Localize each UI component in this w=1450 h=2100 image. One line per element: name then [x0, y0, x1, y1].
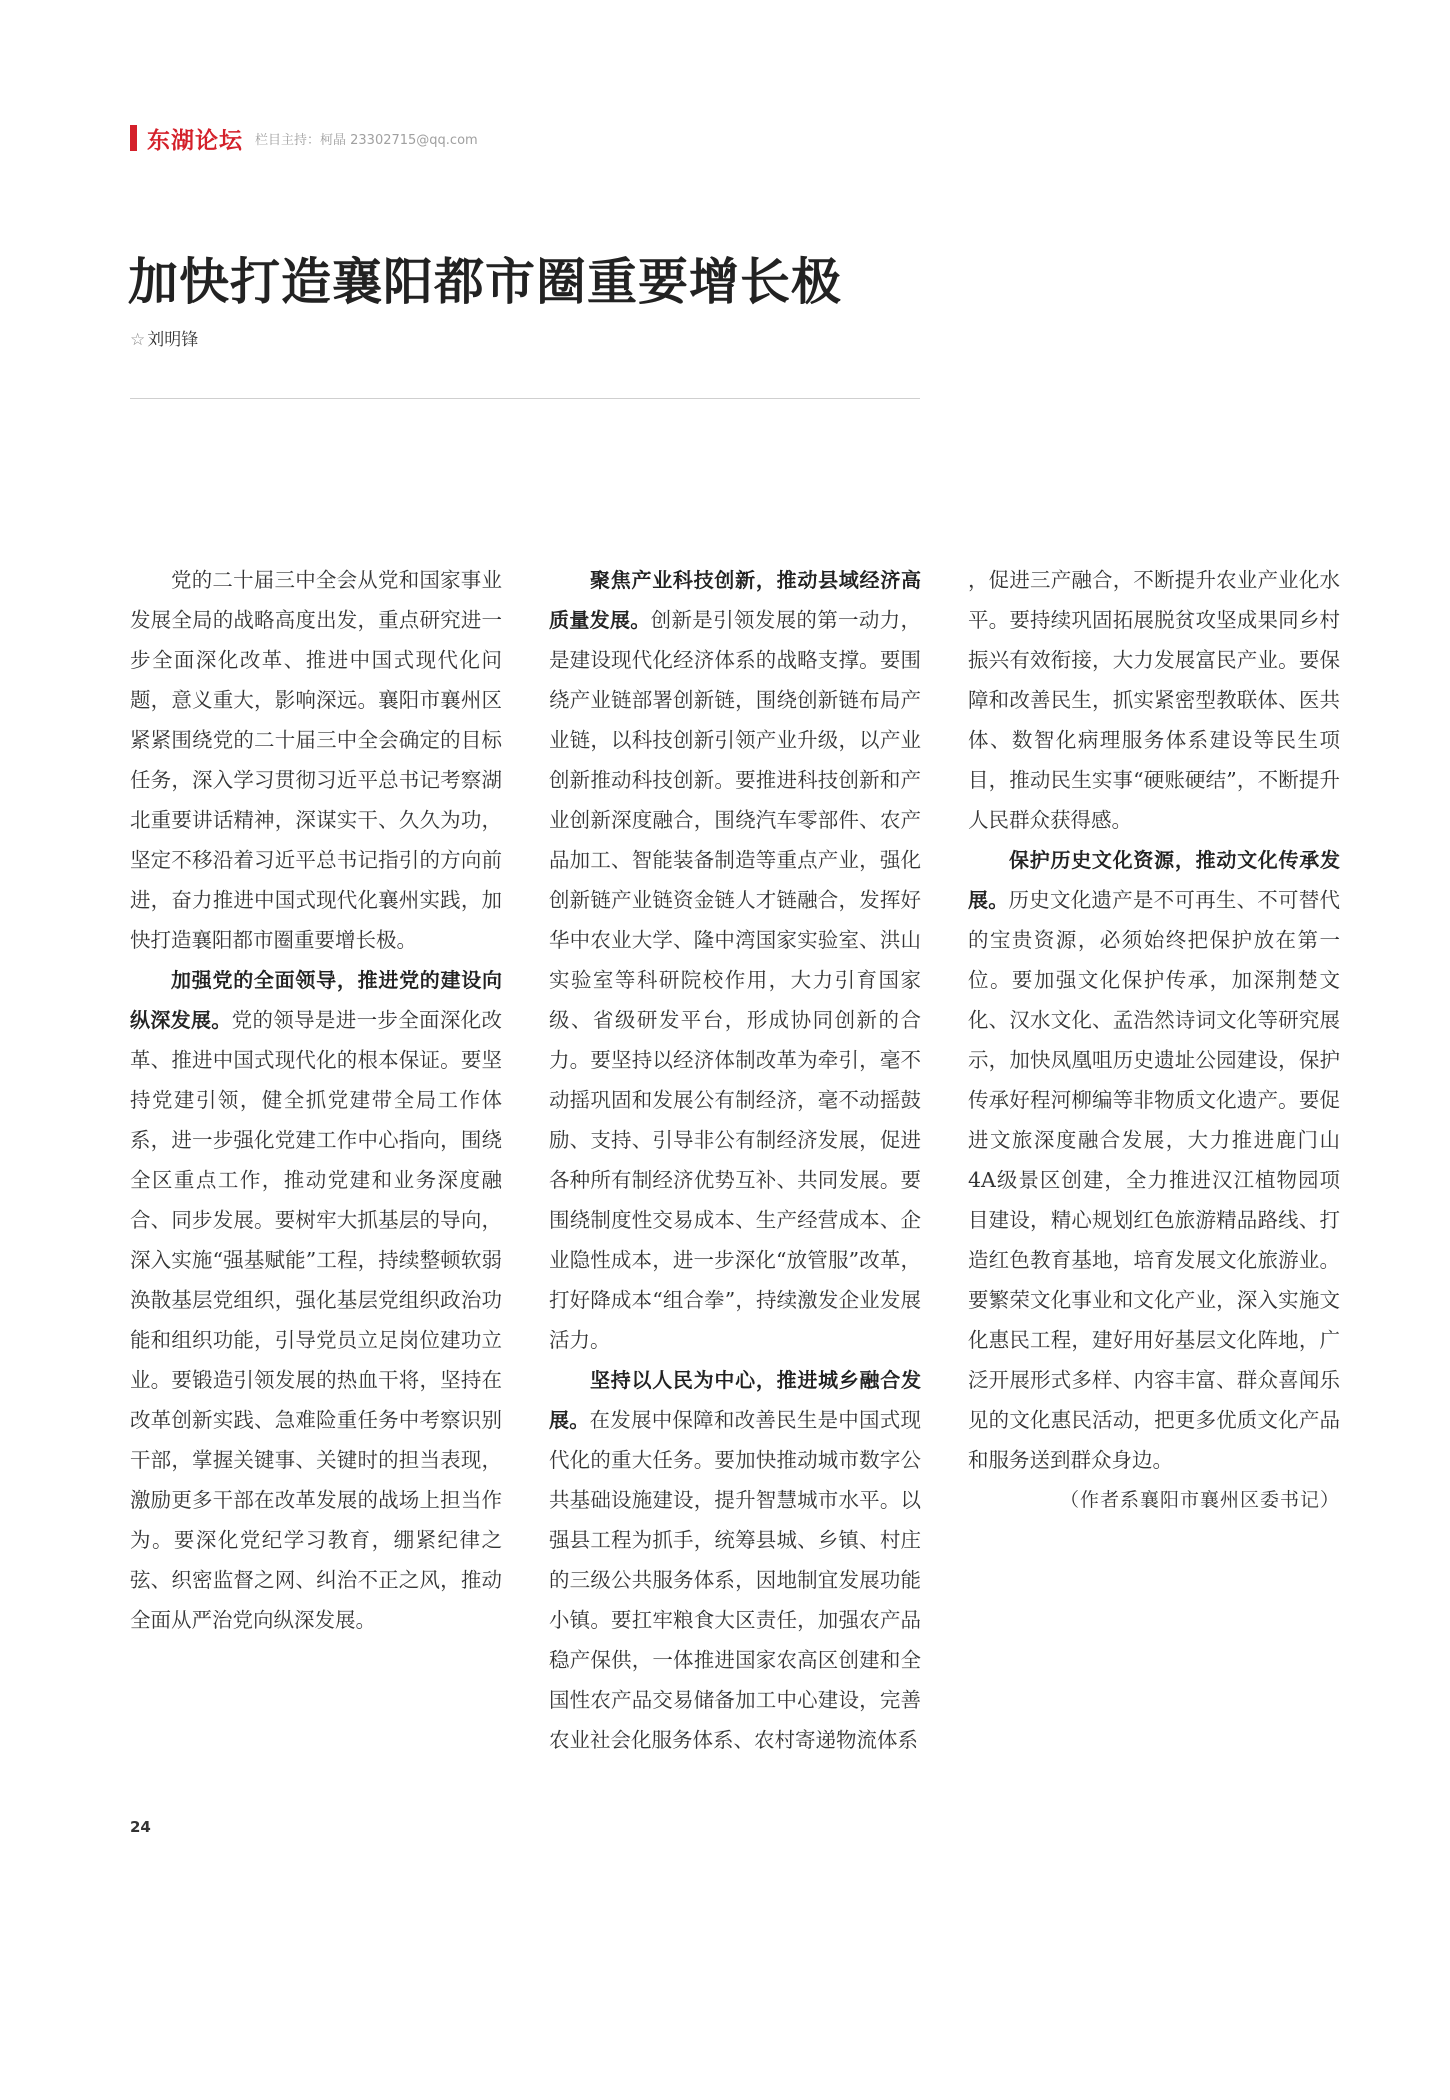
article-byline: [130, 325, 198, 350]
star-icon: ☆: [130, 330, 146, 350]
section-marker-bar: [130, 125, 137, 151]
paragraph-heading: 坚持以人民为中心，推进城乡融合发展。: [549, 1368, 921, 1432]
column-1: [130, 560, 502, 1640]
author-name: 刘明锋: [147, 330, 199, 350]
paragraph-innovation: [549, 560, 921, 1360]
column-host-info: 栏目主持：柯晶 23302715@qq.com: [255, 132, 478, 148]
paragraph-text: 历史文化遗产是不可再生、不可替代的宝贵资源，必须始终把保护放在第一位。要加强文化保护传承，加深荆楚文化、汉水文化、孟浩然诗词文化等研究展示，加快凤凰咀历史遗址公园建设，保护传承好程河柳编等非物质文化遗产。要促进文旅深度融合发展，大力推进鹿门山4A级景区创建，全力推进汉江植物园项目建设，精心规划红色旅游精品路线、打造红色教育基地，培育发展文化旅游业。要繁荣文化事业和文化产业，深入实施文化惠民工程，建好用好基层文化阵地，广泛开展形式多样、内容丰富、群众喜闻乐见的文化惠民活动，把更多优质文化产品和服务送到群众身边。: [968, 888, 1341, 1472]
paragraph-people-centered: [549, 1360, 921, 1760]
article-title: 加快打造襄阳都市圈重要增长极: [128, 253, 842, 311]
paragraph-text: 创新是引领发展的第一动力，是建设现代化经济体系的战略支撑。要围绕产业链部署创新链，围绕创新链布局产业链，以科技创新引领产业升级，以产业创新推动科技创新。要推进科技创新和产业创新深度融合，围绕汽车零部件、农产品加工、智能装备制造等重点产业，强化创新链产业链资金链人才链融合，发挥好华中农业大学、隆中湾国家实验室、洪山实验室等科研院校作用，大力引育国家级、省级研发平台，形成协同创新的合力。要坚持以经济体制改革为牵引，毫不动摇巩固和发展公有制经济，毫不动摇鼓励、支持、引导非公有制经济发展，促进各种所有制经济优势互补、共同发展。要围绕制度性交易成本、生产经营成本、企业隐性成本，进一步深化“放管服”改革，打好降成本“组合拳”，持续激发企业发展活力。: [549, 608, 922, 1352]
paragraph-people-centered-continued: ，促进三产融合，不断提升农业产业化水平。要持续巩固拓展脱贫攻坚成果同乡村振兴有效衔接，大力发展富民产业。要保障和改善民生，抓实紧密型教联体、医共体、数智化病理服务体系建设等民生项目，推动民生实事“硬账硬结”，不断提升人民群众获得感。: [968, 568, 1340, 832]
title-divider: [130, 398, 920, 399]
paragraph-heading: 保护历史文化资源，推动文化传承发展。: [968, 848, 1340, 912]
paragraph-text: 党的二十届三中全会从党和国家事业发展全局的战略高度出发，重点研究进一步全面深化改革、推进中国式现代化问题，意义重大，影响深远。襄阳市襄州区紧紧围绕党的二十届三中全会确定的目标任务，深入学习贯彻习近平总书记考察湖北重要讲话精神，深谋实干、久久为功，坚定不移沿着习近平总书记指引的方向前进，奋力推进中国式现代化襄州实践，加快打造襄阳都市圈重要增长极。: [130, 568, 502, 952]
paragraph-text: 在发展中保障和改善民生是中国式现代化的重大任务。要加快推动城市数字公共基础设施建设，提升智慧城市水平。以强县工程为抓手，统筹县城、乡镇、村庄的三级公共服务体系，因地制宜发展功能小镇。要扛牢粮食大区责任，加强农产品稳产保供，一体推进国家农高区创建和全国性农产品交易储备加工中心建设，完善农业社会化服务体系、农村寄递物流体系: [549, 1408, 922, 1752]
author-affiliation: （作者系襄阳市襄州区委书记）: [1059, 1489, 1340, 1511]
paragraph-culture: [968, 840, 1340, 1480]
paragraph-party-leadership: [130, 960, 502, 1640]
paragraph-intro: [130, 560, 502, 960]
column-3: [968, 560, 1340, 1520]
paragraph-text: 党的领导是进一步全面深化改革、推进中国式现代化的根本保证。要坚持党建引领，健全抓党建带全局工作体系，进一步强化党建工作中心指向，围绕全区重点工作，推动党建和业务深度融合、同步发展。要树牢大抓基层的导向，深入实施“强基赋能”工程，持续整顿软弱涣散基层党组织，强化基层党组织政治功能和组织功能，引导党员立足岗位建功立业。要锻造引领发展的热血干将，坚持在改革创新实践、急难险重任务中考察识别干部，掌握关键事、关键时的担当表现，激励更多干部在改革发展的战场上担当作为。要深化党纪学习教育，绷紧纪律之弦、织密监督之网、纠治不正之风，推动全面从严治党向纵深发展。: [130, 1008, 503, 1632]
section-header: [130, 123, 478, 153]
paragraph-heading: 聚焦产业科技创新，推动县域经济高质量发展。: [549, 568, 921, 632]
paragraph-heading: 加强党的全面领导，推进党的建设向纵深发展。: [130, 968, 502, 1032]
page-number: 24: [130, 1818, 151, 1836]
section-name: 东湖论坛: [147, 127, 243, 154]
column-2: [549, 560, 921, 1760]
